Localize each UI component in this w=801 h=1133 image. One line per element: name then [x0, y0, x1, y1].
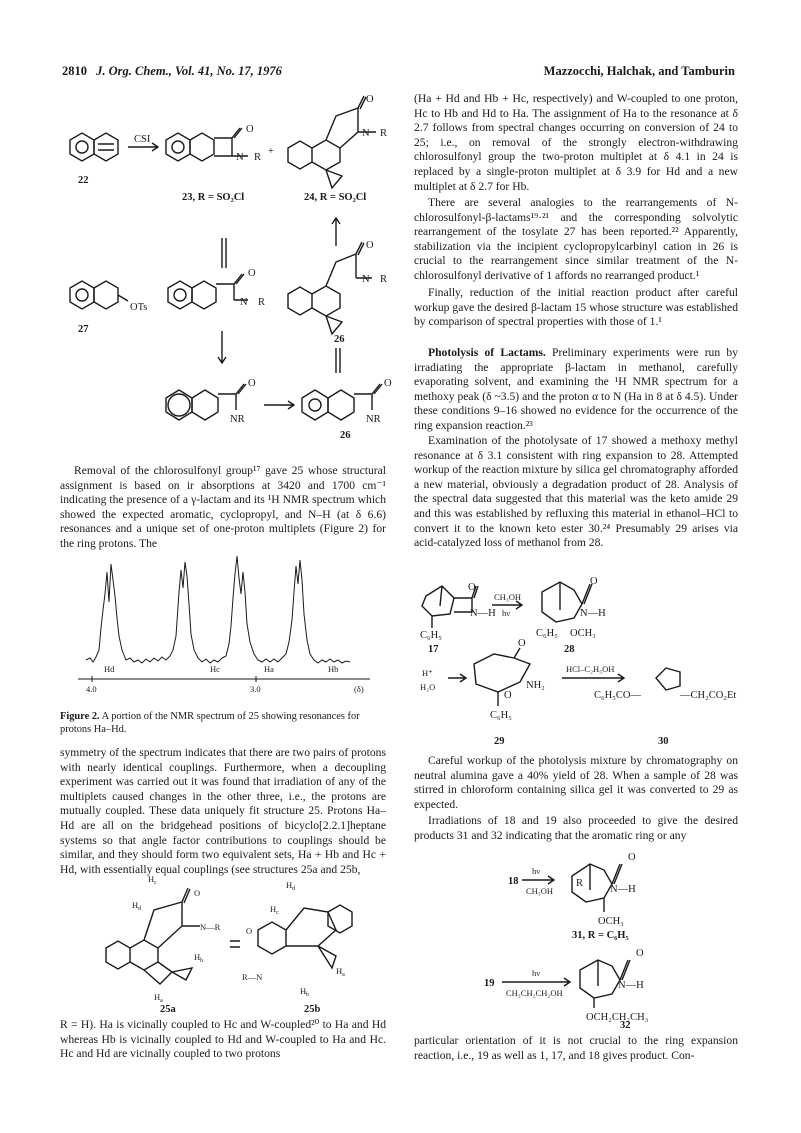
caption-text: A portion of the NMR spectrum of 25 showing resonances for protons Ha–Hd. [60, 711, 360, 735]
oxygen-label-31: O [628, 852, 636, 863]
methoxy-label-28: OCH₃ [570, 628, 596, 639]
page-number: 2810 [62, 64, 87, 78]
oxygen-label-25b: O [246, 926, 253, 936]
nitrogen-label: N [236, 152, 244, 163]
right-paragraph-6: Careful workup of the photolysis mixture by chromatography on neutral alumina gave a 40% yield of 28. When a sample of 28 was stirred in chloroform containing silica gel it was converted to 29 as expected. [414, 754, 738, 811]
ester-label-30: —CH₂CO₂Et [680, 690, 737, 701]
axis-tick-3: 3.0 [250, 684, 261, 694]
structure-26-zwitterion [288, 242, 372, 334]
structures-25a-25b [100, 868, 370, 1012]
left-paragraph-2: symmetry of the spectrum indicates that there are two pairs of protons with nearly identical couplings. Furthermore, when a decoupling experiment was carried out it was found that irradiation of any of the multiplets caused changes in the other three, i.e., the protons are mutually coupled. These data uniquely fit structure 25. Protons Ha–Hd are all on the bridgehead positions of bicyclo[2.2.1]heptane systems so that angle factor contributions to couplings should be similar, and they should form two equivalent sets, Ha + Hb and Hc + Hd, with essentially equal couplings (see structures 25a and 25b, [60, 746, 386, 876]
nmr-spectrum-figure [60, 532, 390, 702]
r-n-label-25b: R—N [242, 972, 263, 982]
reagent-methanol: CH₃OH [494, 592, 522, 602]
reagent-hv-18: hν [532, 866, 541, 876]
methoxy-label-31: OCH₃ [598, 916, 624, 927]
h-c-label-b: $H_c$ [270, 904, 279, 916]
label-26b: 26 [340, 430, 351, 441]
nr-label-b1: NR [230, 414, 245, 425]
nh-label-28: N—H [580, 608, 606, 619]
oxygen-label-17: O [468, 582, 476, 593]
label-28: 28 [564, 644, 575, 655]
right-paragraph-8: particular orientation of it is not crucial to the ring expansion reaction, i.e., 19 as well as 1, 17, and 18 gives product. Con- [414, 1034, 738, 1062]
structure-27 [70, 281, 128, 309]
phenyl-label-29: C₆H₅ [490, 710, 512, 721]
reagent-water: H₂O [420, 682, 436, 692]
right-paragraph-4-text: Preliminary experiments were run by irradiating the appropriate β-lactam in methanol, carefully evaporating solvent, and examining the ¹H NMR spectrum for a methoxy peak (δ ~3.5) and the proton α to N (Ha in 8 at δ 4.5). Under these conditions 9–16 showed no evidence for the occurrence of the ring expansion reaction.²³ [414, 346, 738, 432]
peak-label-hb: Hb [328, 664, 339, 674]
h-b-label-a: $H_b$ [194, 952, 204, 964]
r-label-24: R [380, 128, 388, 139]
phenyl-label-28: C₆H₅ [536, 628, 558, 639]
right-paragraph-1: (Ha + Hd and Hb + Hc, respectively) and W-coupled to one proton, Hc to Hb and Hd to Ha. The assignment of Ha to the resonance at δ 2.7 follows from spectral changes occurring on conversion of 24 to 25; i.e., on removal of the strongly electron-withdrawing chlorosulfonyl group the two-proton multiplet at δ 4.1 in 24 is replaced by a single-proton multiplet at δ 3.9 for Hd and a new multiplet at δ 2.7 for Hb. [414, 92, 738, 193]
reagent-hv: hν [502, 608, 511, 618]
nitrogen-label-cation: N [240, 297, 248, 308]
right-paragraph-2: There are several analogies to the rearrangements of N-chlorosulfonyl-β-lactams¹⁹·²¹ and the corresponding solvolytic rearrangement of the tosylate 27 has been reported.²² Apparently, stabilization via the incipient cyclopropylcarbinyl cation in 26 is crucial to the rearrangement since similar treatment of the N-chlorosulfonyl derivative of 1 affords no rearranged product.¹ [414, 196, 738, 282]
reagent-hv-19: hν [532, 968, 541, 978]
right-paragraph-3: Finally, reduction of the initial reaction product after careful workup gave the desired β-lactam 15 whose structure was established by comparison of spectral properties with those of 1.¹ [414, 286, 738, 329]
phenyl-label-17: C₆H₅ [420, 630, 442, 641]
label-29: 29 [494, 736, 505, 747]
oxygen-label-24: O [366, 94, 374, 105]
oxygen-label-29: O [504, 690, 512, 701]
caption-label: Figure 2. [60, 711, 100, 722]
figure-2-caption [60, 710, 386, 736]
label-19: 19 [484, 978, 495, 989]
h-d-label-b: $H_d$ [286, 880, 296, 892]
peak-label-hc: Hc [210, 664, 220, 674]
plus-sign: + [268, 146, 274, 157]
nh-label-17: N—H [470, 608, 496, 619]
nitrogen-r-label-25a: N—R [200, 922, 221, 932]
left-paragraph-3: R = H). Ha is vicinally coupled to Hc and W-coupled²⁰ to Ha and Hd whereas Hb is vicinally coupled to Hd and W-coupled to Ha and Hc. Hc and Hd are vicinally coupled to two protons [60, 1018, 386, 1061]
reagent-propanol-19: CH₃CH₂CH₂OH [506, 988, 563, 998]
axis-tick-4: 4.0 [86, 684, 97, 694]
benzoyl-label-30: C₆H₅CO— [594, 690, 641, 701]
r-label-cation: R [258, 297, 266, 308]
nitrogen-label-26: N [362, 274, 370, 285]
label-32: 32 [620, 1020, 631, 1028]
oxygen-label-28: O [590, 576, 598, 587]
h-a-label-b: $H_a$ [336, 966, 345, 978]
axis-unit: (δ) [354, 684, 364, 694]
oxygen-label-32: O [636, 948, 644, 959]
label-22: 22 [78, 175, 89, 186]
equilibrium-23-26 [222, 238, 226, 268]
products-31-32-scheme [480, 850, 730, 1028]
arrow-down-cation [218, 331, 226, 363]
section-heading: Photolysis of Lactams. [428, 346, 546, 359]
arrow-bottom [264, 401, 294, 409]
propoxy-label-32: OCH₂CH₂CH₃ [586, 1012, 649, 1023]
nitrogen-label-24: N [362, 128, 370, 139]
h-d-label-a: $H_d$ [132, 900, 142, 912]
oxygen-label-b1: O [248, 378, 256, 389]
label-27: 27 [78, 324, 89, 335]
oxygen-label-29-top: O [518, 638, 526, 649]
arrow-26-24 [332, 218, 340, 246]
peak-label-hd: Hd [104, 664, 115, 674]
h-b-label-b: $H_b$ [300, 986, 310, 998]
structure-cation-intermediate [168, 274, 248, 309]
label-23: 23, R = SO₂Cl [182, 192, 245, 203]
label-17: 17 [428, 644, 439, 655]
label-25a: 25a [160, 1004, 176, 1012]
nh-label-31: N—H [610, 884, 636, 895]
ots-label: OTs [130, 302, 148, 313]
nh2-label: NH₂ [526, 680, 545, 691]
r-label-31: R [576, 878, 584, 889]
journal-citation: J. Org. Chem., Vol. 41, No. 17, 1976 [96, 64, 282, 78]
h-c-label-a: $H_c$ [148, 874, 157, 886]
right-paragraph-7: Irradiations of 18 and 19 also proceeded to give the desired products 31 and 32 indicating that the aromatic ring or any [414, 814, 738, 842]
left-paragraph-1: Removal of the chlorosulfonyl group¹⁷ gave 25 whose structural assignment is based on ir absorptions at 3420 and 1700 cm⁻¹ indicating the presence of a γ-lactam and its ¹H NMR spectrum which showed the expected aromatic, cyclopropyl, and N–H (at δ 6.6) resonances and a unique set of one-proton multiplets (Figure 2) for the ring protons. The [60, 464, 386, 550]
label-25b: 25b [304, 1004, 321, 1012]
photolysis-scheme [414, 572, 738, 748]
structure-24 [288, 96, 376, 188]
reagent-methanol-18: CH₃OH [526, 886, 554, 896]
reagent-acid: H⁺ [422, 668, 433, 678]
page-header [62, 64, 282, 79]
h-a-label-a: $H_a$ [154, 992, 163, 1004]
label-30: 30 [658, 736, 669, 747]
label-26a: 26 [334, 334, 345, 345]
right-paragraph-5: Examination of the photolysate of 17 showed a methoxy methyl resonance at δ 3.1 consistent with ring expansion to 28. Attempted workup of the reaction mixture by silica gel chromatography afforded a new material, obviously a degradation product of 28. Analysis of the spectral data suggested that this material was the keto amide 29 and this was established by refluxing this material in ethanol–HCl to convert it to the known keto ester 30.²⁴ Presumably 29 arises via acid-catalyzed loss of methanol from 28. [414, 434, 738, 550]
nh-label-32: N—H [618, 980, 644, 991]
oxygen-label-cation: O [248, 268, 256, 279]
reagent-hcl-ethanol: HCl–C₂H₅OH [566, 664, 615, 674]
oxygen-label-25a: O [194, 888, 201, 898]
peak-label-ha: Ha [264, 664, 274, 674]
nr-label-b2: NR [366, 414, 381, 425]
label-24: 24, R = SO₂Cl [304, 192, 367, 203]
authors: Mazzocchi, Halchak, and Tamburin [543, 64, 735, 78]
rearrangement-scheme [58, 88, 398, 448]
oxygen-label-26: O [366, 240, 374, 251]
oxygen-label-b2: O [384, 378, 392, 389]
right-paragraph-4 [414, 346, 738, 434]
label-31: 31, R = C₆H₅ [572, 930, 629, 941]
reagent-csi: CSI [134, 134, 151, 145]
structure-22 [70, 133, 118, 161]
oxygen-label: O [246, 124, 254, 135]
r-label: R [254, 152, 262, 163]
label-18: 18 [508, 876, 519, 887]
r-label-26: R [380, 274, 388, 285]
equilibrium-26-26 [336, 348, 340, 373]
